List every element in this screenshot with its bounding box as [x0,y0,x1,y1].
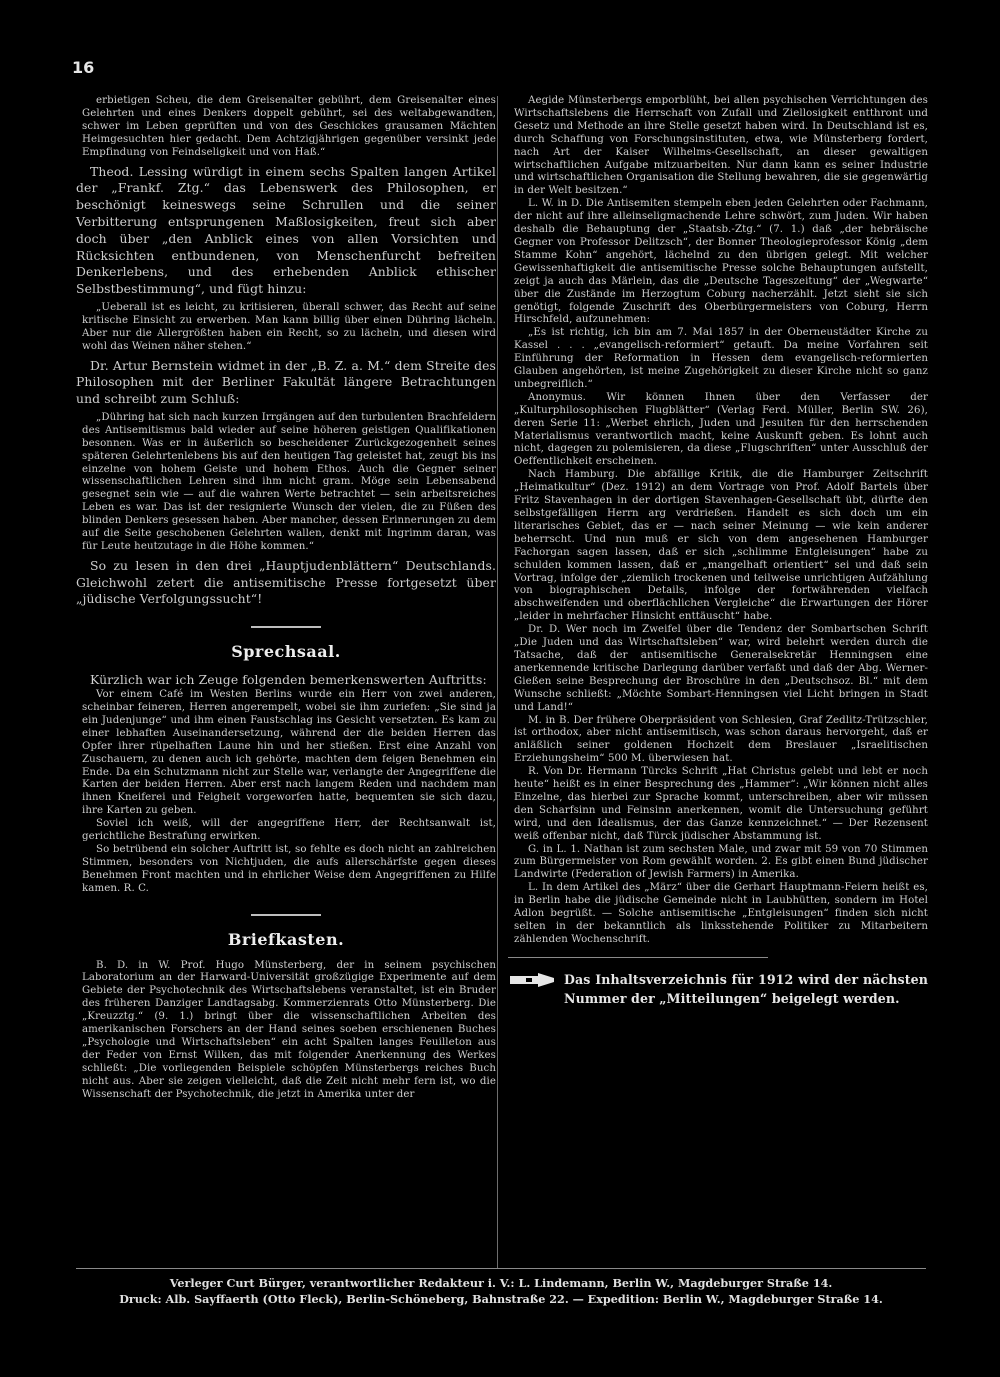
right-column [508,95,928,1008]
section-heading-briefkasten: Briefkasten. [227,929,345,949]
section-divider [251,914,321,916]
briefkasten-paragraph: Aegide Münsterbergs emporblüht, bei allen psychischen Verrichtungen des Wirtschaftslebens die Herrschaft von Zufall und Ziellosigkeit entthront und Gesetz und Methode an ihre Stelle gesetzt haben wird. In Deutschland ist es, durch Schaffung von Forschungsinstituten, etwa, wie Münsterberg fordert, nach Art der Kaiser Wilhelms-Gesellschaft, an dieser gewaltigen wirtschaftlichen Aufgabe mitzuarbeiten. Nur dann kann es seiner Industrie und wirtschaftlichen Organisation die Stellung bewahren, die sie gegenwärtig in der Welt besitzen.“ [514,95,928,197]
column-divider [497,96,498,1268]
pointing-hand-icon [508,972,556,988]
article-paragraph: So zu lesen in den drei „Hauptjudenblättern“ Deutschlands. Gleichwohl zetert die antisemitische Presse fortgesetzt über „jüdische Verfolgungssucht“! [76,557,496,607]
notice [508,970,928,1008]
imprint-line-publisher: Verleger Curt Bürger, verantwortlicher Redakteur i. V.: L. Lindemann, Berlin W., Magdeburger Straße 14. [169,1276,833,1290]
page-number: 16 [72,58,95,77]
section-heading-sprechsaal: Sprechsaal. [231,642,341,662]
section-divider [508,957,768,958]
sprechsaal-paragraph: So betrübend ein solcher Auftritt ist, so fehlte es doch nicht an zahlreichen Stimmen, besonders von Nichtjuden, die aufs allerschärfste gegen dieses Benehmen Front machten und in ehrlicher Weise dem Angegriffenen zu Hilfe kamen. R. C. [82,843,496,894]
briefkasten-paragraph: Nach Hamburg. Die abfällige Kritik, die die Hamburger Zeitschrift „Heimatkultur“ (Dez. 1912) an dem Vortrage von Prof. Adolf Bartels über Fritz Stavenhagen in der dortigen Stavenhagen-Gesellschaft übt, dürfte den selbstgefälligen Herrn arg verdrießen. Handelt es sich doch um ein literarisches Gebiet, das er — nach seiner Meinung — wie kein anderer beherrscht. Und nun muß er sich von dem angesehenen Hamburger Fachorgan sagen lassen, daß er sich „schlimme Entgleisungen“ habe zu schulden kommen lassen, daß er „mangelhaft orientiert“ sei und daß sein Vortrag, infolge der „ziemlich trockenen und teilweise unrichtigen Aufzählung von biographischen Details, infolge der fortwährenden vielfach abschweifenden und oberflächlichen Vergleiche“ die Erwartungen der Hörer „leider in mehrfacher Hinsicht enttäuscht“ habe. [514,469,928,623]
article-paragraph: erbietigen Scheu, die dem Greisenalter gebührt, dem Greisenalter eines Gelehrten und eines Denkers doppelt gebührt, sei des weltabgewandten, schwer im Leben geprüften und von des Geschickes grausamen Mächten Heimgesuchten hier gedacht. Dem Achtzigjährigen gegenüber versinkt jede Empfindung von Feindseligkeit und von Haß.“ [82,95,496,158]
quote-paragraph: „Ueberall ist es leicht, zu kritisieren, überall schwer, das Recht auf seine kritische Einsicht zu erwerben. Man kann billig über einen Dühring lächeln. Aber nur die Allergrößten haben ein Recht, so zu lächeln, und diesen wird wohl das Weinen näher stehen.“ [82,301,496,352]
section-divider [251,626,321,628]
briefkasten-paragraph: Anonymus. Wir können Ihnen über den Verfasser der „Kulturphilosophischen Flugblätter“ (Verlag Ferd. Müller, Berlin SW. 26), deren Serie 11: „Werbet ehrlich, Juden und Jesuiten für den herrschenden Materialismus verantwortlich macht, keine Auskunft geben. Es lohnt auch nicht, dagegen zu polemisieren, da diese „Flugschriften“ unter Ausschluß der Oeffentlichkeit erscheinen. [514,391,928,468]
sprechsaal-paragraph: Soviel ich weiß, will der angegriffene Herr, der Rechtsanwalt ist, gerichtliche Bestrafung erwirken. [82,818,496,843]
imprint-line-printer: Druck: Alb. Sayffaerth (Otto Fleck), Berlin-Schöneberg, Bahnstraße 22. — Expedition: Berlin W., Magdeburger Straße 14. [119,1291,883,1306]
briefkasten-paragraph: Dr. D. Wer noch im Zweifel über die Tendenz der Sombartschen Schrift „Die Juden und das Wirtschaftsleben“ war, wird belehrt werden durch die Tatsache, daß der antisemitische Generalsekretär Henningsen eine anerkennende kritische Darlegung darüber verfaßt und daß der Abg. Werner-Gießen seine Besprechung der Broschüre in den „Deutschsoz. Bl.“ mit dem Wunsche schließt: „Möchte Sombart-Henningsen viel Licht bringen in Stadt und Land!“ [514,624,928,713]
notice-text: Das Inhaltsverzeichnis für 1912 wird der nächsten Nummer der „Mitteilungen“ beigelegt werden. [564,971,928,1006]
briefkasten-paragraph: M. in B. Der frühere Oberpräsident von Schlesien, Graf Zedlitz-Trützschler, ist orthodox, aber nicht antisemitisch, was schon daraus hervorgeht, daß er anläßlich seiner goldenen Hochzeit dem Breslauer „Israelitischen Erziehungsheim“ 500 M. überwiesen hat. [514,714,928,765]
briefkasten-paragraph: R. Von Dr. Hermann Türcks Schrift „Hat Christus gelebt und lebt er noch heute“ heißt es in einer Besprechung des „Hammer“: „Wir können nicht alles Einzelne, das hierbei zur Sprache kommt, unterschreiben, aber wir müssen den Scharfsinn und Feinsinn anerkennen, womit die Untersuchung geführt wird, und den Idealismus, der das Ganze kennzeichnet.“ — Der Rezensent weiß offenbar nicht, daß Türck jüdischer Abstammung ist. [514,766,928,842]
quote-paragraph: „Dühring hat sich nach kurzen Irrgängen auf den turbulenten Brachfeldern des Antisemitismus bald wieder auf seine höheren geistigen Qualifikationen besonnen. Was er in äußerlich so bescheidener Zurückgezogenheit seines späteren Gelehrtenlebens bis auf den heutigen Tag geleistet hat, zeugt bis ins einzelne von hohem Geiste und hohem Ethos. Auch die Gegner seiner wissenschaftlichen Lehren sind ihm nicht gram. Möge sein Lebensabend gesegnet sein wie — auf die wahren Werte betrachtet — sein arbeitsreiches Leben es war. Das ist der resignierte Wunsch der vielen, die zu Füßen des blinden Denkers gesessen haben. Aber mancher, dessen Erinnerungen zu dem auf die Seite geschobenen Gelehrten wallen, denkt mit Ingrimm daran, was für Leute heutzutage in die Höhe kommen.“ [82,411,496,552]
quote-paragraph: „Es ist richtig, ich bin am 7. Mai 1857 in der Oberneustädter Kirche zu Kassel . . . „evangelisch-reformiert“ getauft. Da meine Vorfahren seit Einführung der Reformation in Hessen dem evangelisch-reformierten Glauben angehörten, ist meine Zugehörigkeit zu dieser Kirche nicht so ganz unbegreiflich.“ [514,327,928,390]
article-paragraph: Theod. Lessing würdigt in einem sechs Spalten langen Artikel der „Frankf. Ztg.“ das Lebenswerk des Philosophen, er beschönigt keineswegs seine Schrullen und die seiner Verbitterung entsprungenen Maßlosigkeiten, freut sich aber doch über „den Anblick eines von allen Vorsichten und Rücksichten entbundenen, von Menschenfurcht befreiten Denkerlebens, und des erhebenden Anblick ethischer Selbstbestimmung“, und fügt hinzu: [76,163,496,297]
briefkasten-paragraph: L. W. in D. Die Antisemiten stempeln eben jeden Gelehrten oder Fachmann, der nicht auf ihre alleinseligmachende Lehre schwört, zum Juden. Wir haben deshalb die Behauptung der „Staatsb.-Ztg.“ (7. 1.) daß „der hebräische Gegner von Professor Delitzsch“, der Bonner Theologieprofessor König „dem Stamme Kohn“ angehört, lächelnd zu den übrigen gelegt. Mit welcher Gewissenhaftigkeit die antisemitische Presse solche Behauptungen aufstellt, zeigt ja auch das Märlein, das die „Deutsche Tageszeitung“ der „Wegwarte“ über die Zustände im Herzogtum Coburg nacherzählt. Jetzt sieht sie sich genötigt, folgende Zuschrift des Oberbürgermeisters von Coburg, Herrn Hirschfeld, aufzunehmen: [514,198,928,326]
briefkasten-paragraph: B. D. in W. Prof. Hugo Münsterberg, der in seinem psychischen Laboratorium an der Harward-Universität großzügige Experimente auf dem Gebiete der Psychotechnik des Wirtschaftslebens veranstaltet, ist ein Bruder des früheren Danziger Landtagsabg. Kommerzienrats Otto Münsterberg. Die „Kreuzztg.“ (9. 1.) bringt über die wissenschaftlichen Arbeiten des amerikanischen Forschers an der Hand seines soeben erschienenen Buches „Psychologie und Wirtschaftsleben“ ein acht Spalten langes Feuilleton aus der Feder von Ernst Wilken, das mit folgender Anerkennung des Werkes schließt: „Die vorliegenden Beispiele schöpfen Münsterbergs reiches Buch nicht aus. Aber sie zeigen vielleicht, daß die Zeit nicht mehr fern ist, wo die Wissenschaft der Psychotechnik, die jetzt in Amerika unter der [82,959,496,1100]
article-paragraph: Dr. Artur Bernstein widmet in der „B. Z. a. M.“ dem Streite des Philosophen mit der Berliner Fakultät längere Betrachtungen und schreibt zum Schluß: [76,357,496,407]
briefkasten-paragraph: G. in L. 1. Nathan ist zum sechsten Male, und zwar mit 59 von 70 Stimmen zum Bürgermeister von Rom gewählt worden. 2. Es gibt einen Bund jüdischer Landwirte (Federation of Jewish Farmers) in Amerika. [514,843,928,881]
left-column [76,95,496,1102]
sprechsaal-paragraph: Vor einem Café im Westen Berlins wurde ein Herr von zwei anderen, scheinbar feineren, Herren angerempelt, wobei sie ihm zuriefen: „Sie sind ja ein Judenjunge“ und ihm einen Faustschlag ins Gesicht versetzten. Es kam zu einer lebhaften Auseinandersetzung, während der die beiden Herren das Opfer ihrer rüpelhaften Laune hin und her stießen. Erst eine Anzahl von Zuschauern, zu denen auch ich gehörte, machten dem feigen Benehmen ein Ende. Da ein Schutzmann nicht zur Stelle war, verlangte der Angegriffene die Karten der beiden Herren. Aber erst nach langem Reden und nachdem man ihnen Kneiferei und Feigheit vorgeworfen hatte, bequemten sie sich dazu, ihre Karten zu geben. [82,689,496,817]
briefkasten-paragraph: L. In dem Artikel des „März“ über die Gerhart Hauptmann-Feiern heißt es, in Berlin habe die jüdische Gemeinde nicht in Laubhütten, sondern im Hotel Adlon begrüßt. — Solche antisemitische „Entgleisungen“ finden sich nicht selten in der bekanntlich als linksstehende Politiker zu Mitarbeitern zählenden Wochenschrift. [514,882,928,945]
sprechsaal-intro: Kürzlich war ich Zeuge folgenden bemerkenswerten Auftritts: [90,672,487,688]
footer-rule [76,1268,926,1269]
imprint [76,1276,926,1307]
